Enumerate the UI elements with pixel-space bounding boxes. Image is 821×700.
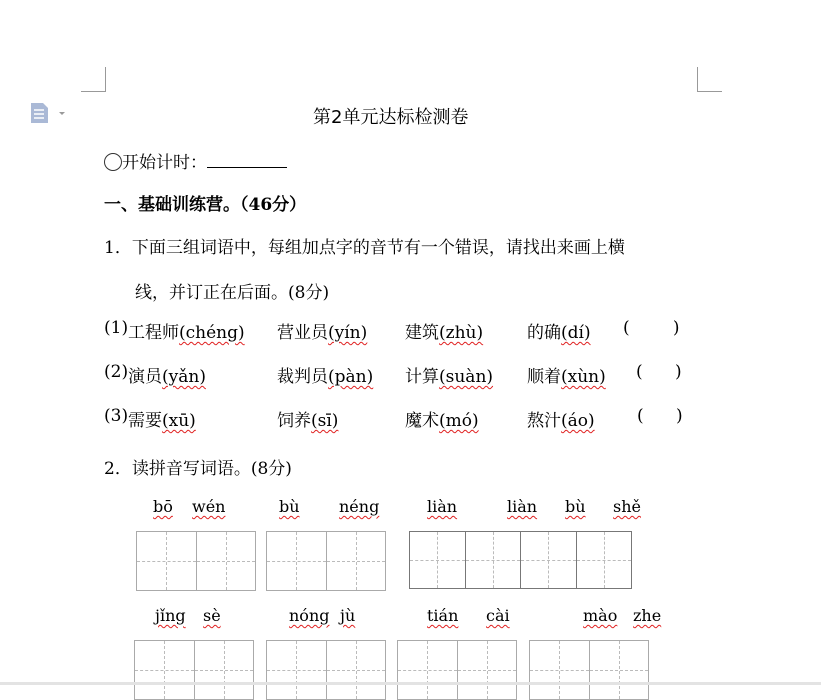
pinyin: (dí) xyxy=(561,323,591,343)
grid-cell[interactable] xyxy=(327,532,386,590)
question-2: 2．读拼音写词语。(8分) xyxy=(104,459,292,479)
pinyin: (yǎn) xyxy=(162,367,206,387)
pinyin-prompt: cài xyxy=(486,606,510,625)
pinyin-prompt: jù xyxy=(340,606,356,625)
row-number: (1) xyxy=(104,318,129,338)
grid-cell[interactable] xyxy=(458,641,517,699)
writing-grid[interactable] xyxy=(529,640,649,700)
word: 顺着 xyxy=(527,367,561,387)
word: 饲养 xyxy=(277,411,311,431)
word: 建筑 xyxy=(405,323,439,343)
pinyin: (mó) xyxy=(439,411,479,431)
row-number: (3) xyxy=(104,406,129,426)
clock-icon xyxy=(104,153,122,171)
pinyin: (pàn) xyxy=(328,367,374,387)
word-item xyxy=(405,318,483,343)
grid-cell[interactable] xyxy=(327,641,386,699)
writing-grid[interactable] xyxy=(409,531,632,589)
grid-cell[interactable] xyxy=(530,641,590,699)
word: 魔术 xyxy=(405,411,439,431)
word: 工程师 xyxy=(128,323,179,343)
pinyin-prompt: liàn xyxy=(427,497,458,516)
section-heading: 一、基础训练营。（46分） xyxy=(104,195,307,215)
word: 需要 xyxy=(128,411,162,431)
word-item xyxy=(277,362,373,387)
word: 熬汁 xyxy=(527,411,561,431)
grid-cell[interactable] xyxy=(590,641,649,699)
margin-corner-left xyxy=(81,67,106,92)
margin-corner-right xyxy=(697,67,722,92)
pinyin-prompt: liàn xyxy=(507,497,538,516)
pinyin: (xū) xyxy=(162,411,196,431)
start-time-blank[interactable] xyxy=(207,151,287,168)
word-item xyxy=(405,406,479,431)
question-1-line1: 1．下面三组词语中，每组加点字的音节有一个错误，请找出来画上横 xyxy=(104,238,625,258)
row-number: (2) xyxy=(104,362,129,382)
pinyin-prompt: bō xyxy=(153,497,173,516)
grid-cell[interactable] xyxy=(410,532,466,588)
pinyin-prompt: jǐng xyxy=(155,606,186,625)
writing-grid[interactable] xyxy=(397,640,517,700)
page-title: 第2单元达标检测卷 xyxy=(313,107,469,128)
pinyin: (áo) xyxy=(561,411,595,431)
writing-grid[interactable] xyxy=(136,531,256,591)
grid-cell[interactable] xyxy=(466,532,522,588)
pinyin: (sī) xyxy=(311,411,339,431)
writing-grid[interactable] xyxy=(266,640,386,700)
pinyin-prompt: néng xyxy=(339,497,380,516)
pinyin-prompt: zhe xyxy=(633,606,662,625)
pinyin-prompt: bù xyxy=(565,497,586,516)
word-item xyxy=(527,406,595,431)
grid-cell[interactable] xyxy=(398,641,458,699)
grid-cell[interactable] xyxy=(197,532,256,590)
word: 的确 xyxy=(527,323,561,343)
word: 演员 xyxy=(128,367,162,387)
grid-cell[interactable] xyxy=(521,532,577,588)
writing-grid[interactable] xyxy=(266,531,386,591)
start-time-label: 开始计时： xyxy=(122,153,207,173)
pinyin: (xùn) xyxy=(561,367,606,387)
grid-cell[interactable] xyxy=(267,532,327,590)
start-time xyxy=(104,148,287,173)
pinyin-prompt: wén xyxy=(192,497,226,516)
pinyin-prompt: shě xyxy=(613,497,641,516)
word-item xyxy=(128,318,245,343)
pinyin-prompt: tián xyxy=(427,606,459,625)
pinyin: (zhù) xyxy=(439,323,484,343)
grid-cell[interactable] xyxy=(267,641,327,699)
pinyin: (suàn) xyxy=(439,367,494,387)
word-item xyxy=(527,318,591,343)
answer-blank[interactable]: ( ) xyxy=(623,318,680,338)
answer-blank[interactable]: ( ) xyxy=(637,406,683,426)
pinyin-prompt: mào xyxy=(583,606,618,625)
question-1-line2: 线，并订正在后面。(8分) xyxy=(135,283,330,303)
word: 营业员 xyxy=(277,323,328,343)
grid-cell[interactable] xyxy=(577,532,632,588)
document-icon[interactable] xyxy=(29,102,69,128)
grid-cell[interactable] xyxy=(137,532,197,590)
pinyin-prompt: sè xyxy=(203,606,221,625)
pinyin: (yín) xyxy=(328,323,368,343)
word-item xyxy=(277,318,367,343)
pinyin: (chéng) xyxy=(179,323,245,343)
writing-grid[interactable] xyxy=(134,640,254,700)
word-item xyxy=(277,406,338,431)
grid-cell[interactable] xyxy=(195,641,254,699)
pinyin-prompt: nóng xyxy=(289,606,330,625)
word-item xyxy=(405,362,493,387)
word: 裁判员 xyxy=(277,367,328,387)
word: 计算 xyxy=(405,367,439,387)
answer-blank[interactable]: ( ) xyxy=(636,362,682,382)
word-item xyxy=(128,406,196,431)
word-item xyxy=(128,362,206,387)
grid-cell[interactable] xyxy=(135,641,195,699)
pinyin-prompt: bù xyxy=(279,497,300,516)
word-item xyxy=(527,362,606,387)
